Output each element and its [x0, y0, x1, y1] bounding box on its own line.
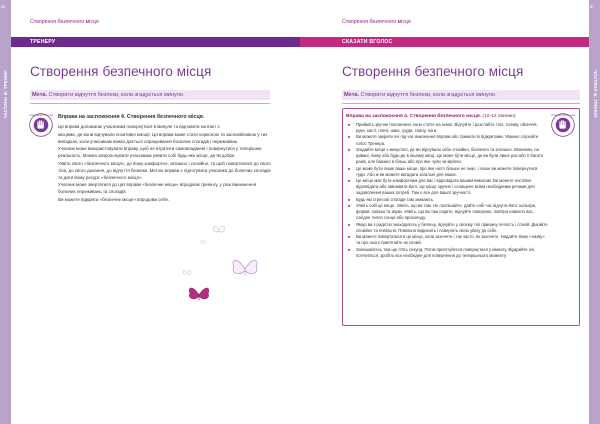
butterfly-illustration	[182, 268, 192, 278]
list-item: ■ Згадайте місце з минулого, де ви відчували себе спокійно, безпечно та затишно. Можливо, на дивані, ліжку або будь-де в іншому місці. Це може бути місце, де ви були лише раз або її багато разів, але бажано в більш або про яке чули чи мріяли.	[348, 147, 548, 165]
right-band-label: СКАЗАТИ ВГОЛОС	[342, 39, 393, 45]
left-page-title: Створення безпечного місця	[30, 64, 212, 79]
right-side-label: ЧАСТИНА Б: ТРЕНІНГ	[593, 70, 598, 119]
right-exercise-heading	[346, 114, 516, 119]
butterfly-illustration	[199, 238, 207, 246]
list-item: ■ Будь-які стресові спогади там зникають.	[348, 197, 548, 203]
list-item: ■ Ви можете закрити очі під час виконання вправи або тримати їх відкритими. Уважно слухайте голос Тренера.	[348, 134, 548, 146]
left-paragraph: Ця вправа допомагає учасникам повернутися в минуле та відновити контакт з	[58, 124, 220, 129]
left-paragraph: місцями, де вони відчували позитивні емоції. Ця вправа може стати корисною та заспокійливою у тих випадках, коли учасникам важко дається опрацювання болючих спогадів і переживань.	[58, 131, 268, 144]
left-paragraph: Уявіть свого «безпечного місця», де йому комфортно, затишно і спокійно, та щоб поверталися до свого тіла, до свого дихання, до відчуття безпеки. Метою вправи є підготувати учасника до болючих спогадів та дати йому ресурс «безпечного місця».	[58, 160, 271, 180]
list-item: ■ Уявіть собі це місце. Уявіть, що ви там. Не поспішайте, дайте собі час відчути його: кольори, форми, запахи та звуки. Уявіть, що ви там сидите, відчуйте поверхню, повітря навколо вас, лагідне тепло сонця або прохолоду.	[348, 203, 548, 221]
left-band-label: ТРЕНЕРУ	[30, 39, 56, 45]
left-goal-banner	[30, 90, 270, 100]
right-exercise-badge	[551, 113, 575, 137]
right-exercise-title: Вправа на заспокоєння 4. Створення безпечного місця.	[346, 114, 482, 119]
list-item: ■ Це може бути лише ваше місце, про яке ніхто більше не знає, і лише ви можете повернутися туди. Або ж ви можете вигадати загальні для інших.	[348, 166, 548, 178]
left-badge-text: ВПРАВА НА ЗАСПОКОЄННЯ	[29, 114, 53, 117]
left-divider	[30, 103, 270, 104]
list-item: ■ Це місце має бути комфортним для вас і відповідати вашим вимогам. Ви можете постійно відповідати або змінювати його. Це місце зручне і оснащене всіма необхідними речами для задоволення ваших потреб. Там є все для вашої зручності.	[348, 178, 548, 196]
right-badge-text: ВПРАВА НА ЗАСПОКОЄННЯ	[551, 114, 575, 117]
left-goal-text: Створити відчуття безпеки, коли згадується минуле.	[47, 92, 185, 98]
exercise-duration: (10-12 хвилин)	[482, 114, 516, 119]
right-page-title: Створення безпечного місця	[342, 64, 524, 79]
butterfly-illustration	[226, 253, 264, 285]
left-page-edge-tab	[0, 0, 11, 424]
list-item: ■ Залишайтесь там ще п'ять секунд. Потім приготуйтеся повернутися у кімнату. Відкрийте очі, потягніться, зробіть все необхідне для повернення до теперішнього моменту.	[348, 247, 548, 259]
left-paragraph: Ви можете відкрити «безпечне місце» впродовж себе.	[58, 196, 170, 202]
list-item: ■ Ви можете повертатися в це місце, коли захочете і так часто, як захочете. Надайте йому «назву» та про нього пам'ятайте як спокій.	[348, 234, 548, 246]
right-running-head: Створення безпечного місця	[342, 19, 411, 25]
right-divider	[342, 103, 580, 104]
left-page-number: 86	[1, 4, 6, 9]
list-item: ■ Якщо ви з радістю знаходитесь у безпеці, відчуйте у своєму тілі приємну легкість і спокій. Дихайте спокійно та повільно. Повільно видихніть і поверніть свою увагу до себе.	[348, 222, 548, 234]
right-page-edge-tab	[589, 0, 600, 424]
left-running-head: Створення безпечного місця	[30, 19, 99, 25]
left-section-band	[11, 37, 300, 47]
left-paragraph: Учасник може звертатися до цієї вправи «безпечне місце» впродовж тренінгу, у разі виникнення болючих переживань та спогадів.	[58, 182, 257, 195]
right-goal-banner	[342, 90, 580, 100]
right-page	[300, 0, 600, 424]
left-body-text	[58, 124, 273, 205]
left-paragraph: Учасник може використовувати вправу, щоб не втратити самовладання і повернутися у теперішню реальність. Можна запропонувати учасникам уявити собі будь-яке місце, де їм добре.	[58, 146, 262, 159]
butterfly-illustration	[212, 223, 226, 237]
right-section-band	[300, 37, 589, 47]
right-goal-text: Створити відчуття безпеки, коли згадується минуле.	[359, 92, 497, 98]
butterfly-illustration	[186, 282, 212, 308]
left-side-label: ЧАСТИНА Б: ТРЕНІНГ	[3, 70, 8, 119]
left-exercise-heading: Вправа на заспокоєння 4. Створення безпечного місця.	[58, 114, 205, 120]
instruction-list	[348, 122, 548, 259]
right-page-number: 87	[590, 4, 595, 9]
right-goal-prefix: Мета.	[344, 92, 360, 98]
left-goal-prefix: Мета.	[32, 92, 48, 98]
list-item: ■ Прийміть зручне положення, коли стоїте на землі. Відчуйте і розслабте тіло, голову, обличчя, руки, кисті, плечі, шию, груди, спину, ноги.	[348, 122, 548, 134]
left-exercise-badge	[29, 113, 53, 137]
